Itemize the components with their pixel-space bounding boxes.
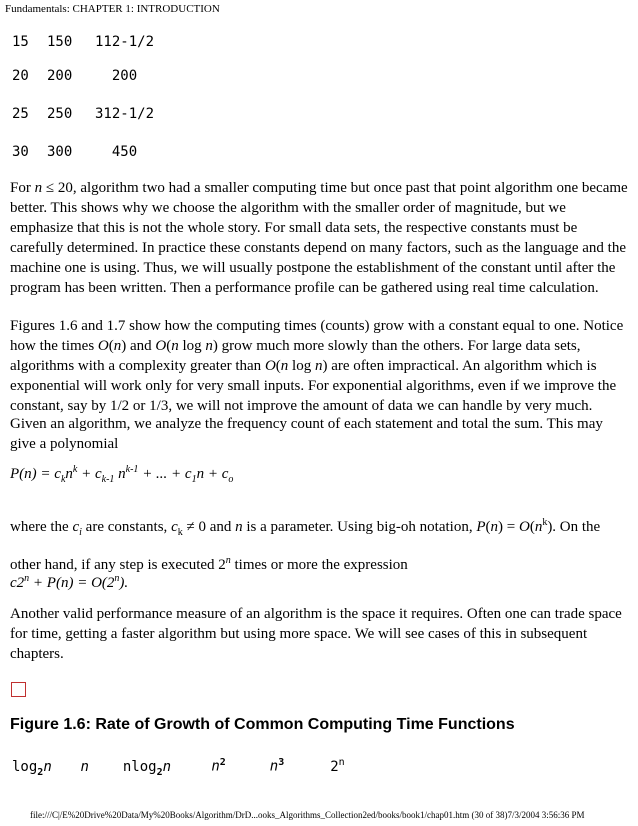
table-row	[12, 144, 137, 160]
cell-alg2: 112-1/2	[95, 34, 155, 50]
cell-n: 15	[12, 34, 29, 50]
table-row	[12, 106, 154, 122]
header-n3: $n^3$	[269, 757, 285, 775]
cell-alg1: 150	[47, 34, 73, 50]
header-n: n	[80, 758, 89, 775]
cell-n: 30	[12, 144, 29, 160]
paragraph-4: where the $c_i$ are constants, $c_k \ne 0$ and n is a parameter. Using big-oh notation, $P(n) = O(n^k)$. On the other hand, if any step is executed 2$^n$ times or more the expression	[10, 517, 601, 573]
figure-header-row	[12, 757, 360, 777]
polynomial-formula: $P(n) = c_kn^k + c_{k-1}$ $n^{k-1}$ + ... + $c_1n + c_o$	[10, 464, 234, 485]
cell-n: 25	[12, 106, 29, 122]
page-header: Fundamentals: CHAPTER 1: INTRODUCTION	[5, 3, 220, 15]
cell-alg2: 450	[95, 144, 138, 160]
header-n2: $n^2$	[211, 757, 226, 775]
table-row	[12, 68, 137, 84]
header-log2n: $\log_2n$	[12, 758, 52, 778]
page-footer: file:///C|/E%20Drive%20Data/My%20Books/Algorithm/DrD...ooks_Algorithms_Collection2ed/books/book1/chap01.htm (30 of 38)7/3/2004 3:56:36 PM	[30, 810, 585, 820]
paragraph-3: Given an algorithm, we analyze the frequency count of each statement and total the sum. This may give a polynomial	[10, 416, 603, 452]
cell-alg1: 250	[47, 106, 73, 122]
cell-alg1: 200	[47, 68, 73, 84]
header-2n: 2$^n$	[330, 757, 345, 775]
paragraph-1: For n ≤ 20, algorithm two had a smaller computing time but once past that point algorithm one became better. This shows why we choose the algorithm with the smaller order of magnitude, but we emphasize that this is not the whole story. For small data sets, the respective constants must be carefully determined. In practice these constants depend on many factors, such as the language and the machine one is using. Thus, we will usually postpone the establishment of the constant until after the program has been written. Then a performance profile can be gathered using real time calculation.	[10, 180, 628, 296]
header-nlog2n: nlog$_2$n	[122, 758, 172, 778]
cell-alg2: 200	[95, 68, 138, 84]
broken-image-placeholder	[11, 682, 26, 697]
cell-alg1: 300	[47, 144, 73, 160]
figure-title: Figure 1.6: Rate of Growth of Common Computing Time Functions	[10, 716, 515, 733]
paragraph-2: Figures 1.6 and 1.7 show how the computing times (counts) grow with a constant equal to one. Notice how the times O(n) and O(n log n) grow much more slowly than the others. For large data sets, algorithms with a complexity greater than O(n log n) are often impractical. An algorithm which is exponential will work only for very small inputs. For exponential algorithms, even if we improve the constant, say by 1/2 or 1/3, we will not improve the amount of data we can handle by very much.	[10, 318, 624, 414]
expression-formula: $c2^n + P(n) = O(2^n)$.	[10, 573, 129, 591]
cell-alg2: 312-1/2	[95, 106, 155, 122]
cell-n: 20	[12, 68, 29, 84]
paragraph-5: Another valid performance measure of an algorithm is the space it requires. Often one can trade space for time, getting a faster algorithm but using more space. We will see cases of this in subsequent chapters.	[10, 606, 622, 662]
table-row	[12, 34, 154, 50]
